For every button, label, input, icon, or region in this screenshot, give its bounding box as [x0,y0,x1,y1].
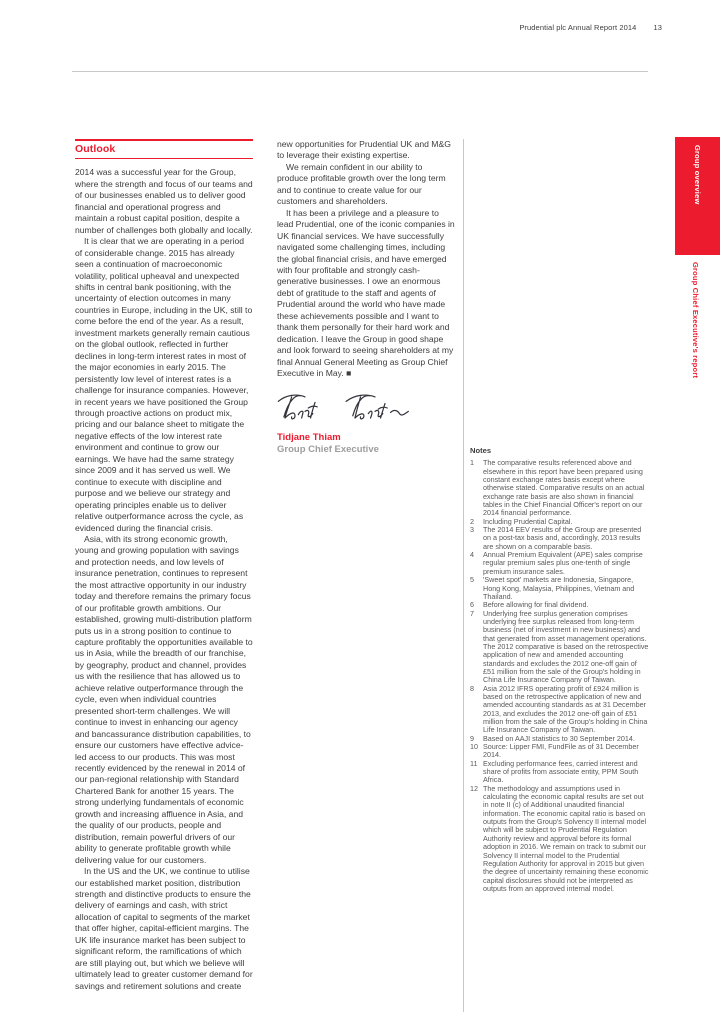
page-number: 13 [653,23,662,32]
outlook-heading-block [75,139,253,159]
header-rule [72,71,648,72]
body-paragraph: It is clear that we are operating in a period of considerable change. 2015 has already seen a continuation of macroeconomic volatility, political upheaval and unexpected shifts in central bank positioning, with the uncertainty of election outcomes in many countries in Europe, including in the UK, still to come before the end of the year. As a result, investment markets generally remain cautious on the global outlook, reflected in further declines in long-term interest rates in most of the major economies in early 2015. The persistently low level of interest rates is a challenge for insurance companies. However, in recent years we have positioned the Group through proactive actions on product mix, pricing and our balance sheet to mitigate the negative effects of the low interest rate environment and continue to grow our earnings. We have had the same strategy since 2009 and it has served us well. We continue to execute with discipline and purpose and we believe our strategy and operating principles enable us to deliver relative outperformance across the cycle, as evidenced during the financial crisis. [75,236,253,533]
signature-block [277,390,455,456]
tab-group-overview-label: Group overview [693,145,702,205]
header-title: Prudential plc Annual Report 2014 [519,23,637,32]
note-text: Before allowing for final dividend. [483,600,589,610]
signature-name: Tidjane Thiam [277,431,341,443]
main-text-columns [75,139,455,1012]
note-text: Asia 2012 IFRS operating profit of £924 million is based on the retrospective application of new and amended accounting standards as at 31 December 2013, and excludes the 2012 one-off gain of £51 million from the sale of the Group's holding in China Life Insurance Company of Taiwan. [483,683,648,735]
body-paragraph: 2014 was a successful year for the Group, where the strength and focus of our teams and of our businesses enabled us to deliver good financial and operational progress and maintain a robust capital position, despite a number of challenges both globally and locally. [75,167,253,235]
note-number: 9 [470,733,474,743]
heading-rule-top [75,139,253,141]
note-text: The comparative results referenced above and elsewhere in this report have been prepared using constant exchange rates basis except where otherwise stated. Comparative results on an actual exchange rate basis are also shown in financial tables in the Chief Financial Officer's report on our 2014 financial performance. [483,458,645,518]
note-text: Source: Lipper FMI, FundFile as of 31 December 2014. [483,742,639,760]
note-number: 3 [470,525,474,535]
notes-list [470,459,650,893]
note-item [470,685,650,735]
note-text: The methodology and assumptions used in calculating the economic capital results are set out in note II (c) of Additional unaudited financial information. The economic capital ratio is based on outputs from the Group's Solvency II internal model which will be subject to Prudential Regulation Authority review and approval before its formal adoption in 2016. We remain on track to submit our Solvency II internal model to the Prudential Regulation Authority for approval in 2015 but given the degree of uncertainty remaining these economic capital disclosures should not be interpreted as outputs from an approved internal model. [483,783,649,893]
note-text: Annual Premium Equivalent (APE) sales comprise regular premium sales plus one-tenth of single premium insurance sales. [483,550,643,576]
note-number: 1 [470,458,474,468]
note-item [470,610,650,685]
note-number: 8 [470,683,474,693]
notes-column [470,447,650,893]
note-item [470,459,650,517]
note-item [470,785,650,893]
page-header [72,23,662,32]
signature-title: Group Chief Executive [277,443,379,455]
note-item [470,743,650,760]
body-text [75,139,455,1012]
note-text: Excluding performance fees, carried interest and share of profits from associate entity, PPM South Africa. [483,758,639,785]
body-paragraph: It has been a privilege and a pleasure to lead Prudential, one of the iconic companies in UK financial services. We have successfully navigated some challenging times, including the global financial crisis, and have emerged with four profitable and strongly cash-generative businesses. I owe an enormous debt of gratitude to the staff and agents of Prudential around the world who have made these achievements possible and I want to thank them personally for their hard work and dedication. I leave the Group in good shape and look forward to seeing shareholders at my final Annual General Meeting as Group Chief Executive in May. ■ [277,207,455,379]
note-item [470,760,650,785]
tab-group-overview [675,137,720,255]
notes-heading: Notes [470,446,492,455]
note-text: Underlying free surplus generation comprises underlying free surplus released from long-term business (net of investment in new business) and that generated from asset management operations. The 2012 comparative is based on the retrospective application of new and amended accounting standards and excludes the 2012 one-off gain of £51 million from the sale of the Group's holding in China Life Insurance Company of Taiwan. [483,608,649,685]
note-number: 6 [470,600,474,610]
note-number: 4 [470,550,474,560]
note-number: 12 [470,783,478,793]
note-number: 7 [470,608,474,618]
column-divider [463,139,464,1012]
note-text: Based on AAJI statistics to 30 September 2014. [483,733,635,743]
heading-rule-bottom [75,158,253,159]
section-heading: Outlook [75,143,116,155]
signature-image [275,390,415,426]
note-number: 5 [470,575,474,585]
sidebar-section-label: Group Chief Executive's report [691,262,700,379]
note-text: 'Sweet spot' markets are Indonesia, Singapore, Hong Kong, Malaysia, Philippines, Vietnam and Thailand. [483,575,635,601]
note-text: Including Prudential Capital. [483,516,573,526]
note-text: The 2014 EEV results of the Group are presented on a post-tax basis and, accordingly, 2013 results are shown on a comparable basis. [483,525,642,551]
note-item [470,576,650,601]
note-item [470,551,650,576]
note-number: 10 [470,742,478,752]
body-paragraph: We remain confident in our ability to produce profitable growth over the long term and to continue to create value for our customers and shareholders. [277,161,446,207]
note-number: 11 [470,758,478,768]
note-number: 2 [470,516,474,526]
body-paragraph: Asia, with its strong economic growth, young and growing population with savings and protection needs, and low levels of insurance penetration, continues to represent the most attractive opportunity in our industry today and therefore remains the primary focus of our profitable growth ambitions. Our established, growing multi-distribution platform puts us in a strong position to continue to capture profitably the opportunities available to us in Asia, while the breadth of our franchise, by geography, product and channel, provides us with the resilience that has allowed us to achieve relative outperformance through the cycle, even when individual countries presented short-term challenges. We will continue to invest in enhancing our agency and bancassurance distribution capabilities, to ensure our customers have effective advice-led access to our products. This was most recently evidenced by the renewal in 2014 of our pan-regional relationship with Standard Chartered Bank for another 15 years. The strong underlying fundamentals of economic growth and increasing affluence in Asia, and the quality of our products, people and distribution, remain powerful drivers of our ability to generate profitable growth while delivering value for our customers. [75,533,253,865]
body-paragraph: In the US and the UK, we continue to utilise our established market position, distribution strength and distinctive products to ensure the delivery of earnings and cash, with strict allocation of capital to segments of the market that offer higher, capital-efficient margins. The UK life insurance market has been subject to significant reform, the ramifications of which are still playing out, but which we believe will ultimately lead to greater customer demand for savings and retirement solutions and create new opportunities for Prudential UK and M&G to leverage their existing expertise. [75,139,451,991]
note-item [470,526,650,551]
